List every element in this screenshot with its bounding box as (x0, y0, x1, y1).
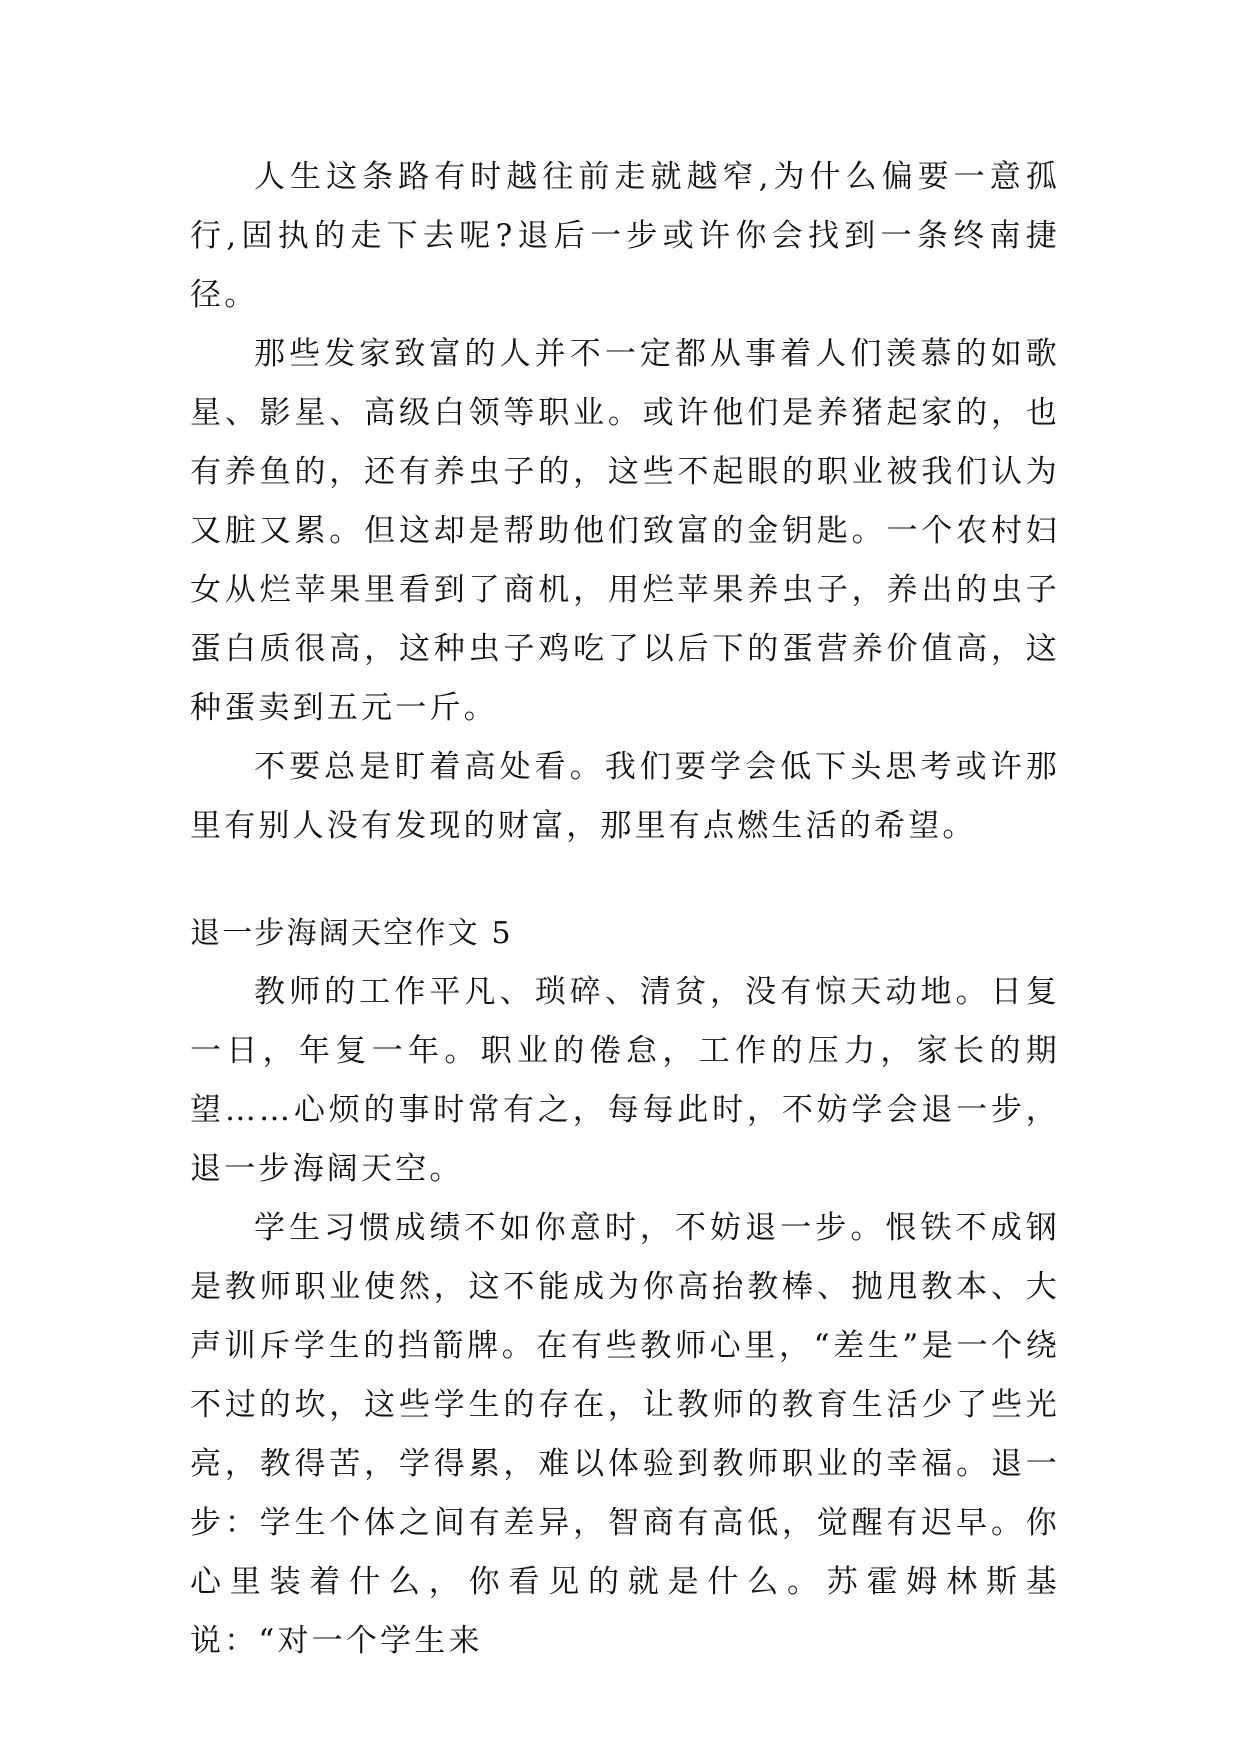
section-title: 退一步海阔天空作文 5 (190, 916, 513, 951)
paragraph: 学生习惯成绩不如你意时，不妨退一步。恨铁不成钢是教师职业使然，这不能成为你高抬教棒、抛甩教本、大声训斥学生的挡箭牌。在有些教师心里，“差生”是一个绕不过的坎，这些学生的存在，让教师的教育生活少了些光亮，教得苦，学得累，难以体验到教师职业的幸福。退一步：学生个体之间有差异，智商有高低，觉醒有迟早。你心里装着什么，你看见的就是什么。苏霍姆林斯基说：“对一个学生来 (190, 1210, 1060, 1659)
paragraph: 教师的工作平凡、琐碎、清贫，没有惊天动地。日复一日，年复一年。职业的倦怠，工作的压力，家长的期望……心烦的事时常有之，每每此时，不妨学会退一步，退一步海阔天空。 (190, 974, 1060, 1187)
paragraph: 人生这条路有时越往前走就越窄,为什么偏要一意孤行,固执的走下去呢?退后一步或许你会找到一条终南捷径。 (190, 159, 1060, 313)
document-page (190, 148, 1060, 1671)
paragraph: 不要总是盯着高处看。我们要学会低下头思考或许那里有别人没有发现的财富，那里有点燃生活的希望。 (190, 749, 1060, 844)
paragraph: 那些发家致富的人并不一定都从事着人们羡慕的如歌星、影星、高级白领等职业。或许他们是养猪起家的，也有养鱼的，还有养虫子的，这些不起眼的职业被我们认为又脏又累。但这却是帮助他们致富的金钥匙。一个农村妇女从烂苹果里看到了商机，用烂苹果养虫子，养出的虫子蛋白质很高，这种虫子鸡吃了以后下的蛋营养价值高，这种蛋卖到五元一斤。 (190, 336, 1060, 726)
